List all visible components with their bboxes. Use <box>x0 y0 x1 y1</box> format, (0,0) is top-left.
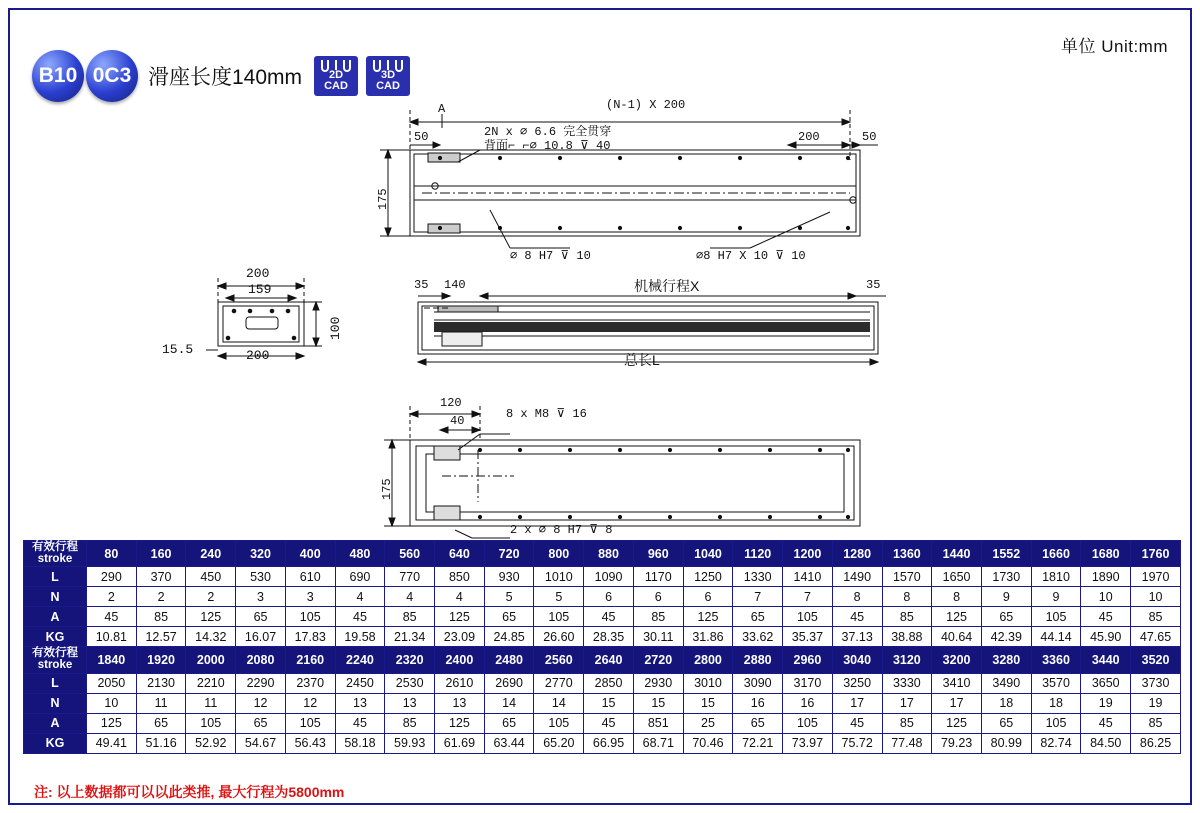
data-cell: 45 <box>87 607 137 627</box>
row-label-cell: KG <box>24 627 87 647</box>
stroke-value-cell: 560 <box>385 541 435 567</box>
model-badge-left: B10 <box>32 50 84 102</box>
stroke-value-cell: 640 <box>435 541 485 567</box>
data-cell: 1010 <box>534 567 584 587</box>
stroke-value-cell: 480 <box>335 541 385 567</box>
stroke-header-cell: 有效行程 stroke <box>24 647 87 673</box>
data-cell: 30.11 <box>633 627 683 647</box>
data-cell: 65 <box>236 607 286 627</box>
section-height-dim: 100 <box>328 316 343 340</box>
stroke-value-cell: 880 <box>584 541 634 567</box>
data-cell: 17 <box>932 693 982 713</box>
data-cell: 125 <box>435 607 485 627</box>
table-row <box>24 713 1181 733</box>
data-cell: 12 <box>236 693 286 713</box>
data-cell: 52.92 <box>186 733 236 753</box>
data-cell: 3090 <box>733 673 783 693</box>
data-cell: 15 <box>584 693 634 713</box>
stroke-value-cell: 1200 <box>783 541 833 567</box>
data-cell: 690 <box>335 567 385 587</box>
top-view-dowel-right-note: ⌀8 H7 X 10 ⊽ 10 <box>696 249 806 263</box>
spec-table-body <box>24 541 1181 754</box>
table-note: 注: 以上数据都可以以此类推, 最大行程为5800mm <box>34 784 345 800</box>
data-cell: 45 <box>335 607 385 627</box>
data-cell: 80.99 <box>981 733 1031 753</box>
stroke-value-cell: 2640 <box>584 647 634 673</box>
stroke-value-cell: 2800 <box>683 647 733 673</box>
stroke-value-cell: 320 <box>236 541 286 567</box>
row-label-cell: A <box>24 713 87 733</box>
data-cell: 14 <box>484 693 534 713</box>
data-cell: 65 <box>981 607 1031 627</box>
stroke-value-cell: 1552 <box>981 541 1031 567</box>
data-cell: 8 <box>882 587 932 607</box>
data-cell: 8 <box>932 587 982 607</box>
row-label-cell: N <box>24 693 87 713</box>
stroke-value-cell: 2720 <box>633 647 683 673</box>
data-cell: 75.72 <box>832 733 882 753</box>
spec-table <box>23 540 1181 754</box>
stroke-header-cell: 有效行程 stroke <box>24 541 87 567</box>
data-cell: 15 <box>633 693 683 713</box>
data-cell: 65 <box>484 713 534 733</box>
data-cell: 105 <box>285 607 335 627</box>
stroke-value-cell: 1440 <box>932 541 982 567</box>
data-cell: 125 <box>186 607 236 627</box>
data-cell: 66.95 <box>584 733 634 753</box>
stroke-value-cell: 3280 <box>981 647 1031 673</box>
stroke-value-cell: 2320 <box>385 647 435 673</box>
row-label-cell: L <box>24 673 87 693</box>
stroke-value-cell: 1360 <box>882 541 932 567</box>
data-cell: 72.21 <box>733 733 783 753</box>
data-cell: 5 <box>484 587 534 607</box>
data-cell: 1970 <box>1131 567 1181 587</box>
data-cell: 2770 <box>534 673 584 693</box>
data-cell: 65 <box>484 607 534 627</box>
data-cell: 2290 <box>236 673 286 693</box>
data-cell: 3 <box>285 587 335 607</box>
stroke-value-cell: 400 <box>285 541 335 567</box>
data-cell: 2450 <box>335 673 385 693</box>
data-cell: 45 <box>335 713 385 733</box>
side-view-stroke-label: 机械行程X <box>634 278 700 294</box>
stroke-value-cell: 800 <box>534 541 584 567</box>
bottom-view-dim-120: 120 <box>440 396 462 410</box>
data-cell: 6 <box>683 587 733 607</box>
top-view-section-mark: A <box>438 102 446 116</box>
data-cell: 26.60 <box>534 627 584 647</box>
bottom-view-dim-40: 40 <box>450 414 465 428</box>
data-cell: 2370 <box>285 673 335 693</box>
data-cell: 85 <box>385 713 435 733</box>
data-cell: 2130 <box>136 673 186 693</box>
data-cell: 65 <box>236 713 286 733</box>
data-cell: 77.48 <box>882 733 932 753</box>
side-view-dim-35-left: 35 <box>414 278 429 292</box>
data-cell: 2210 <box>186 673 236 693</box>
data-cell: 65 <box>733 607 783 627</box>
cad-3d-top-label: 3D <box>381 68 396 81</box>
data-cell: 2850 <box>584 673 634 693</box>
stroke-value-cell: 3440 <box>1081 647 1131 673</box>
data-cell: 73.97 <box>783 733 833 753</box>
data-cell: 3010 <box>683 673 733 693</box>
stroke-value-cell: 2560 <box>534 647 584 673</box>
data-cell: 85 <box>136 607 186 627</box>
data-cell: 851 <box>633 713 683 733</box>
data-cell: 70.46 <box>683 733 733 753</box>
data-cell: 45 <box>832 607 882 627</box>
bottom-view-height-dim: 175 <box>380 478 394 500</box>
data-cell: 4 <box>335 587 385 607</box>
data-cell: 530 <box>236 567 286 587</box>
data-cell: 47.65 <box>1131 627 1181 647</box>
data-cell: 85 <box>1131 607 1181 627</box>
data-cell: 12.57 <box>136 627 186 647</box>
data-cell: 19 <box>1131 693 1181 713</box>
data-cell: 59.93 <box>385 733 435 753</box>
data-cell: 61.69 <box>435 733 485 753</box>
top-view-dowel-left-note: ⌀ 8 H7 ⊽ 10 <box>510 249 591 263</box>
data-cell: 45 <box>584 607 634 627</box>
data-cell: 23.09 <box>435 627 485 647</box>
data-cell: 45 <box>832 713 882 733</box>
data-cell: 1810 <box>1031 567 1081 587</box>
stroke-value-cell: 3200 <box>932 647 982 673</box>
data-cell: 45 <box>584 713 634 733</box>
data-cell: 105 <box>534 607 584 627</box>
data-cell: 105 <box>783 607 833 627</box>
stroke-value-cell: 1280 <box>832 541 882 567</box>
cad-3d-bottom-label: CAD <box>376 80 400 93</box>
row-label-cell: A <box>24 607 87 627</box>
stroke-value-cell: 2080 <box>236 647 286 673</box>
data-cell: 13 <box>435 693 485 713</box>
section-outer-width-dim: 200 <box>246 266 270 281</box>
data-cell: 290 <box>87 567 137 587</box>
stroke-value-cell: 1760 <box>1131 541 1181 567</box>
table-row <box>24 587 1181 607</box>
data-cell: 3570 <box>1031 673 1081 693</box>
data-cell: 125 <box>932 713 982 733</box>
stroke-value-cell: 2400 <box>435 647 485 673</box>
table-row <box>24 627 1181 647</box>
data-cell: 25 <box>683 713 733 733</box>
data-cell: 6 <box>584 587 634 607</box>
section-bottom-width-dim: 200 <box>246 348 270 363</box>
data-cell: 3730 <box>1131 673 1181 693</box>
data-cell: 10 <box>1131 587 1181 607</box>
data-cell: 85 <box>882 713 932 733</box>
stroke-value-cell: 3360 <box>1031 647 1081 673</box>
cad-2d-top-label: 2D <box>329 68 344 81</box>
side-view-dim-140: 140 <box>444 278 466 292</box>
section-offset-dim: 15.5 <box>162 342 194 357</box>
cad-icon <box>366 59 410 73</box>
stroke-value-cell: 3040 <box>832 647 882 673</box>
data-cell: 125 <box>435 713 485 733</box>
data-cell: 85 <box>633 607 683 627</box>
data-cell: 450 <box>186 567 236 587</box>
data-cell: 1570 <box>882 567 932 587</box>
table-row <box>24 567 1181 587</box>
model-badge-right: 0C3 <box>86 50 138 102</box>
data-cell: 21.34 <box>385 627 435 647</box>
data-cell: 56.43 <box>285 733 335 753</box>
data-cell: 17.83 <box>285 627 335 647</box>
data-cell: 4 <box>435 587 485 607</box>
unit-label: 单位 Unit:mm <box>1061 37 1168 56</box>
data-cell: 1730 <box>981 567 1031 587</box>
data-cell: 930 <box>484 567 534 587</box>
data-cell: 125 <box>932 607 982 627</box>
stroke-value-cell: 1660 <box>1031 541 1081 567</box>
data-cell: 16 <box>783 693 833 713</box>
data-cell: 14.32 <box>186 627 236 647</box>
data-cell: 68.71 <box>633 733 683 753</box>
row-label-cell: KG <box>24 733 87 753</box>
cad-2d-bottom-label: CAD <box>324 80 348 93</box>
data-cell: 17 <box>832 693 882 713</box>
top-view-hole-note-1: 2N x ⌀ 6.6 完全贯穿 <box>484 125 612 139</box>
data-cell: 610 <box>285 567 335 587</box>
data-cell: 7 <box>733 587 783 607</box>
data-cell: 13 <box>385 693 435 713</box>
table-row <box>24 607 1181 627</box>
data-cell: 15 <box>683 693 733 713</box>
stroke-value-cell: 1040 <box>683 541 733 567</box>
stroke-value-cell: 2480 <box>484 647 534 673</box>
data-cell: 105 <box>783 713 833 733</box>
data-cell: 10 <box>87 693 137 713</box>
row-label-cell: L <box>24 567 87 587</box>
data-cell: 9 <box>1031 587 1081 607</box>
top-view-hole-note-2: 背面⌐ ⌐⌀ 10.8 ⊽ 40 <box>484 139 611 153</box>
data-cell: 84.50 <box>1081 733 1131 753</box>
model-header <box>32 50 418 102</box>
top-view-left-end-dim: 50 <box>414 130 429 144</box>
data-cell: 86.25 <box>1131 733 1181 753</box>
section-inner-width-dim: 159 <box>248 282 272 297</box>
data-cell: 1170 <box>633 567 683 587</box>
data-cell: 40.64 <box>932 627 982 647</box>
data-cell: 7 <box>783 587 833 607</box>
stroke-value-cell: 1920 <box>136 647 186 673</box>
data-cell: 9 <box>981 587 1031 607</box>
data-cell: 2690 <box>484 673 534 693</box>
data-cell: 105 <box>186 713 236 733</box>
cad-icon <box>314 59 358 73</box>
bottom-view-pin-note: 2 x ⌀ 8 H7 ⊽ 8 <box>510 523 613 537</box>
data-cell: 38.88 <box>882 627 932 647</box>
data-cell: 18 <box>1031 693 1081 713</box>
data-cell: 3490 <box>981 673 1031 693</box>
stroke-value-cell: 2960 <box>783 647 833 673</box>
data-cell: 51.16 <box>136 733 186 753</box>
data-cell: 65 <box>733 713 783 733</box>
data-cell: 105 <box>1031 713 1081 733</box>
stroke-value-cell: 2880 <box>733 647 783 673</box>
stroke-value-cell: 3120 <box>882 647 932 673</box>
data-cell: 1090 <box>584 567 634 587</box>
data-cell: 28.35 <box>584 627 634 647</box>
data-cell: 1410 <box>783 567 833 587</box>
data-cell: 4 <box>385 587 435 607</box>
data-cell: 2530 <box>385 673 435 693</box>
table-row <box>24 541 1181 567</box>
table-row <box>24 733 1181 753</box>
stroke-value-cell: 2240 <box>335 647 385 673</box>
carriage-length-label: 滑座长度140mm <box>148 66 303 89</box>
data-cell: 65 <box>136 713 186 733</box>
stroke-value-cell: 2000 <box>186 647 236 673</box>
data-cell: 3 <box>236 587 286 607</box>
stroke-value-cell: 240 <box>186 541 236 567</box>
data-cell: 10 <box>1081 587 1131 607</box>
side-view-dim-35-right: 35 <box>866 278 881 292</box>
data-cell: 1890 <box>1081 567 1131 587</box>
data-cell: 850 <box>435 567 485 587</box>
data-cell: 3650 <box>1081 673 1131 693</box>
data-cell: 31.86 <box>683 627 733 647</box>
side-view-total-length-label: 总长L <box>624 352 660 368</box>
data-cell: 2 <box>186 587 236 607</box>
data-cell: 770 <box>385 567 435 587</box>
data-cell: 18 <box>981 693 1031 713</box>
cad-3d-button[interactable] <box>366 56 410 96</box>
data-cell: 65.20 <box>534 733 584 753</box>
table-row <box>24 673 1181 693</box>
stroke-value-cell: 960 <box>633 541 683 567</box>
top-view-right-end-dim: 50 <box>862 130 877 144</box>
top-view-height-dim: 175 <box>376 188 390 210</box>
data-cell: 8 <box>832 587 882 607</box>
data-cell: 42.39 <box>981 627 1031 647</box>
data-cell: 24.85 <box>484 627 534 647</box>
data-cell: 37.13 <box>832 627 882 647</box>
row-label-cell: N <box>24 587 87 607</box>
data-cell: 19 <box>1081 693 1131 713</box>
data-cell: 58.18 <box>335 733 385 753</box>
data-cell: 17 <box>882 693 932 713</box>
stroke-value-cell: 80 <box>87 541 137 567</box>
stroke-value-cell: 1680 <box>1081 541 1131 567</box>
data-cell: 3410 <box>932 673 982 693</box>
data-cell: 45 <box>1081 607 1131 627</box>
data-cell: 54.67 <box>236 733 286 753</box>
stroke-value-cell: 1120 <box>733 541 783 567</box>
data-cell: 125 <box>683 607 733 627</box>
data-cell: 65 <box>981 713 1031 733</box>
data-cell: 45 <box>1081 713 1131 733</box>
data-cell: 105 <box>285 713 335 733</box>
data-cell: 105 <box>1031 607 1081 627</box>
data-cell: 16 <box>733 693 783 713</box>
top-view-span-label: (N-1) X 200 <box>606 98 686 112</box>
data-cell: 85 <box>385 607 435 627</box>
data-cell: 85 <box>1131 713 1181 733</box>
data-cell: 6 <box>633 587 683 607</box>
data-cell: 45.90 <box>1081 627 1131 647</box>
stroke-value-cell: 160 <box>136 541 186 567</box>
data-cell: 1250 <box>683 567 733 587</box>
stroke-value-cell: 720 <box>484 541 534 567</box>
data-cell: 1650 <box>932 567 982 587</box>
data-cell: 85 <box>882 607 932 627</box>
data-cell: 19.58 <box>335 627 385 647</box>
data-cell: 2 <box>87 587 137 607</box>
data-cell: 3250 <box>832 673 882 693</box>
data-cell: 125 <box>87 713 137 733</box>
data-cell: 16.07 <box>236 627 286 647</box>
data-cell: 5 <box>534 587 584 607</box>
table-row <box>24 693 1181 713</box>
data-cell: 49.41 <box>87 733 137 753</box>
data-cell: 11 <box>186 693 236 713</box>
data-cell: 2930 <box>633 673 683 693</box>
table-row <box>24 647 1181 673</box>
data-cell: 35.37 <box>783 627 833 647</box>
data-cell: 1330 <box>733 567 783 587</box>
data-cell: 33.62 <box>733 627 783 647</box>
data-cell: 82.74 <box>1031 733 1081 753</box>
data-cell: 3170 <box>783 673 833 693</box>
data-cell: 105 <box>534 713 584 733</box>
data-cell: 44.14 <box>1031 627 1081 647</box>
stroke-value-cell: 1840 <box>87 647 137 673</box>
top-view-right-pitch-dim: 200 <box>798 130 820 144</box>
data-cell: 10.81 <box>87 627 137 647</box>
data-cell: 2050 <box>87 673 137 693</box>
data-cell: 1490 <box>832 567 882 587</box>
stroke-value-cell: 2160 <box>285 647 335 673</box>
data-cell: 63.44 <box>484 733 534 753</box>
data-cell: 370 <box>136 567 186 587</box>
data-cell: 79.23 <box>932 733 982 753</box>
data-cell: 2610 <box>435 673 485 693</box>
cad-2d-button[interactable] <box>314 56 358 96</box>
stroke-value-cell: 3520 <box>1131 647 1181 673</box>
drawing-page <box>8 8 1192 805</box>
data-cell: 14 <box>534 693 584 713</box>
data-cell: 3330 <box>882 673 932 693</box>
data-cell: 2 <box>136 587 186 607</box>
data-cell: 11 <box>136 693 186 713</box>
bottom-view-screw-note: 8 x M8 ⊽ 16 <box>506 407 587 421</box>
data-cell: 13 <box>335 693 385 713</box>
data-cell: 12 <box>285 693 335 713</box>
